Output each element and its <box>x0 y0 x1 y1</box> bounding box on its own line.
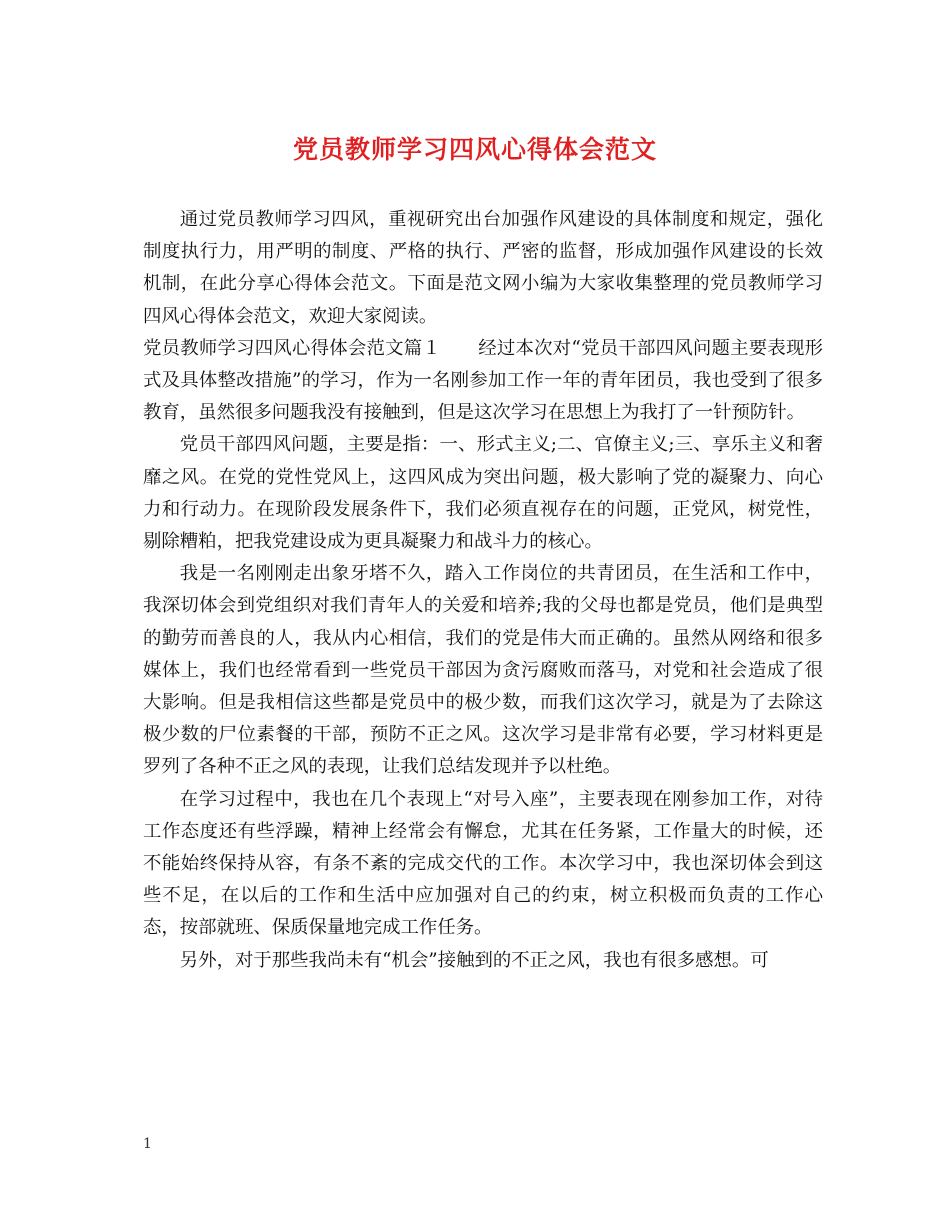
document-title: 党员教师学习四风心得体会范文 <box>292 135 657 164</box>
page-number: 1 <box>143 1136 152 1152</box>
paragraph-intro: 通过党员教师学习四风，重视研究出台加强作风建设的具体制度和规定，强化制度执行力，用严明的制度、严格的执行、严密的监督，形成加强作风建设的长效机制，在此分享心得体会范文。下面是范文网小编为大家收集整理的党员教师学习四风心得体会范文，欢迎大家阅读。 <box>143 209 823 327</box>
paragraph-four-winds: 党员干部四风问题，主要是指：一、形式主义;二、官僚主义;三、享乐主义和奢靡之风。在党的党性党风上，这四风成为突出问题，极大影响了党的凝聚力、向心力和行动力。在现阶段发展条件下，我们必须直视存在的问题，正党风，树党性，剔除糟粕，把我党建设成为更具凝聚力和战斗力的核心。 <box>143 434 823 553</box>
document-body <box>143 204 823 977</box>
paragraph-section-1: 党员教师学习四风心得体会范文篇１ 经过本次对“党员干部四风问题主要表现形式及具体整改措施”的学习，作为一名刚参加工作一年的青年团员，我也受到了很多教育，虽然很多问题我没有接触到，但是这次学习在思想上为我打了一针预防针。 <box>143 337 823 424</box>
paragraph-additional-thoughts: 另外，对于那些我尚未有“机会”接触到的不正之风，我也有很多感想。可 <box>179 949 769 971</box>
paragraph-self-reflection: 在学习过程中，我也在几个表现上“对号入座”，主要表现在刚参加工作，对待工作态度还有些浮躁，精神上经常会有懈怠，尤其在任务紧，工作量大的时候，还不能始终保持从容，有条不紊的完成交代的工作。本次学习中，我也深切体会到这些不足，在以后的工作和生活中应加强对自己的约束，树立积极而负责的工作心态，按部就班、保质保量地完成工作任务。 <box>143 788 823 939</box>
paragraph-personal-experience: 我是一名刚刚走出象牙塔不久，踏入工作岗位的共青团员，在生活和工作中，我深切体会到党组织对我们青年人的关爱和培养;我的父母也都是党员，他们是典型的勤劳而善良的人，我从内心相信，我们的党是伟大而正确的。虽然从网络和很多媒体上，我们也经常看到一些党员干部因为贪污腐败而落马，对党和社会造成了很大影响。但是我相信这些都是党员中的极少数，而我们这次学习，就是为了去除这极少数的尸位素餐的干部，预防不正之风。这次学习是非常有必要，学习材料更是罗列了各种不正之风的表现，让我们总结发现并予以杜绝。 <box>143 563 823 778</box>
